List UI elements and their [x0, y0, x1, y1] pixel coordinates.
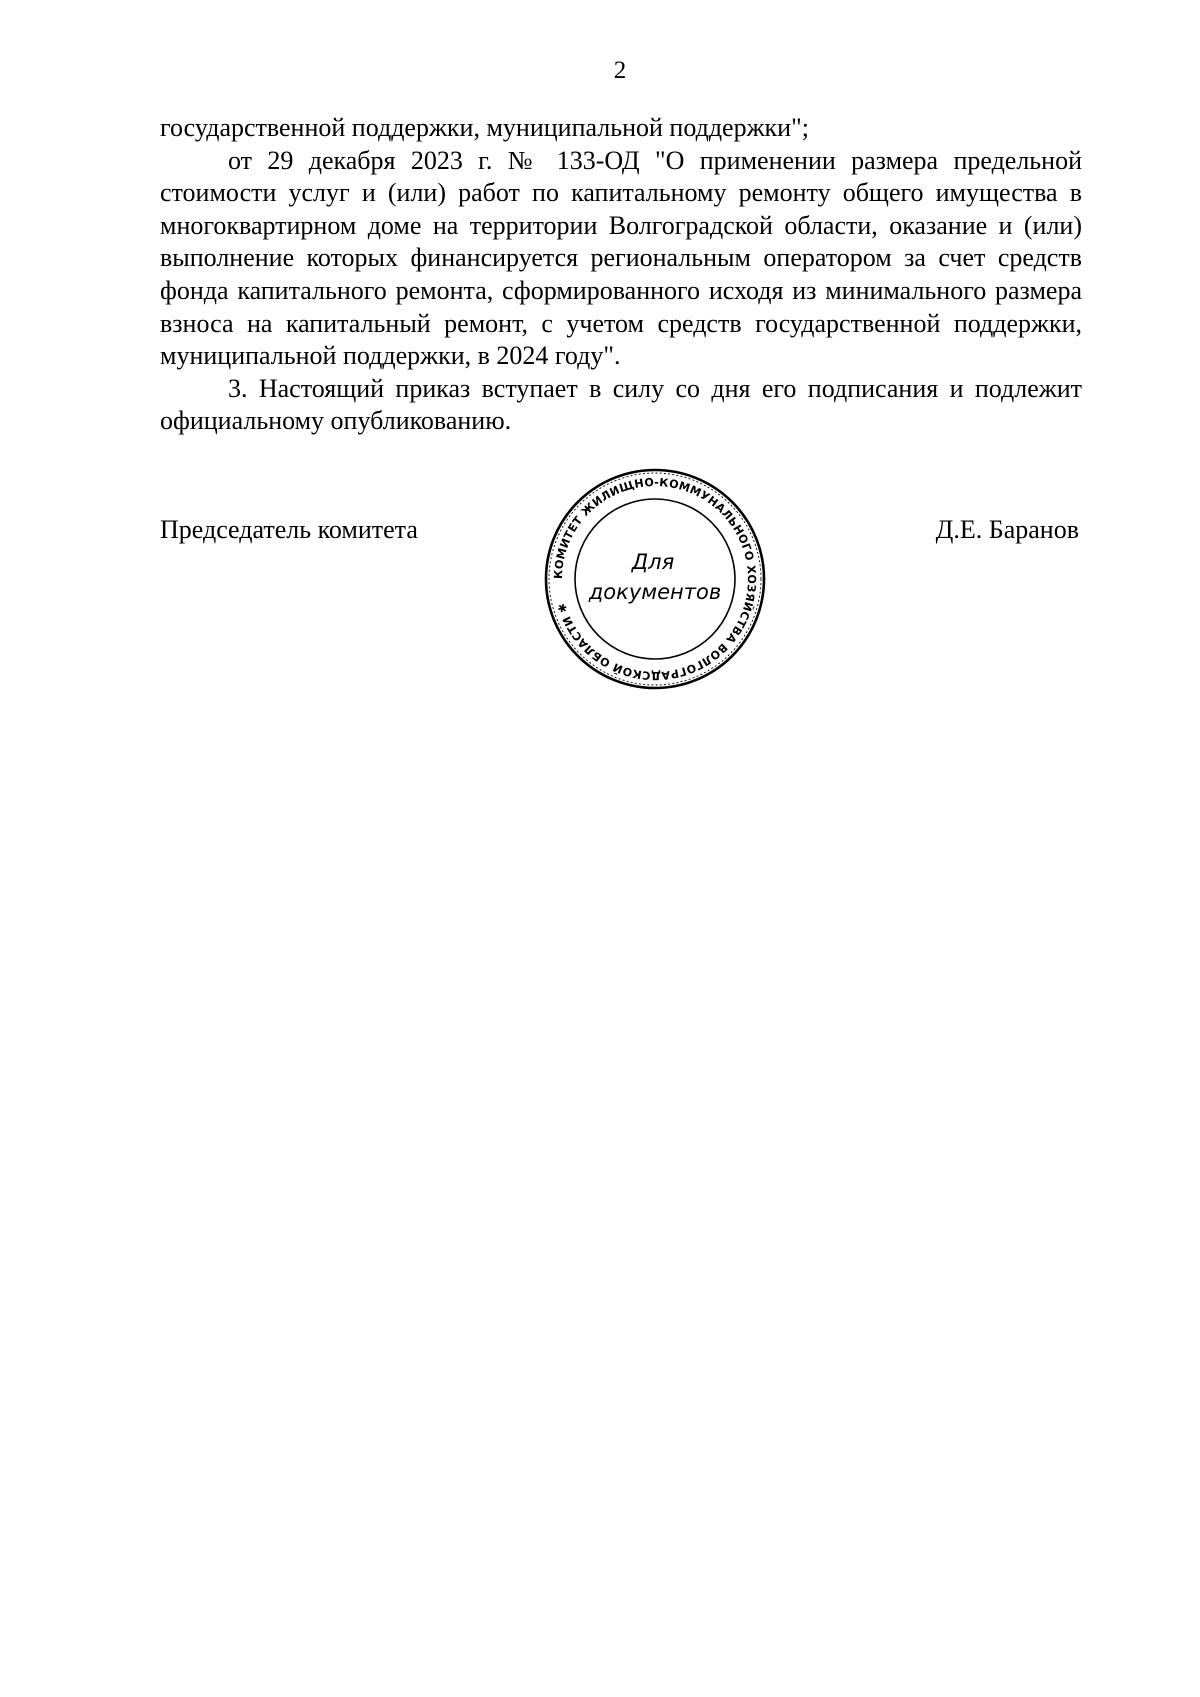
stamp-serrated-ring [549, 473, 761, 685]
stamp-center-line-1: Для [631, 550, 675, 574]
stamp-outer-circle [546, 470, 764, 688]
stamp-ring-textpath: КОМИТЕТ ЖИЛИЩНО-КОММУНАЛЬНОГО ХОЗЯЙСТВА ВОЛГОГРАДСКОЙ ОБЛАСТИ ✱ [551, 475, 759, 683]
stamp-inner-circle [575, 499, 735, 659]
official-stamp [543, 467, 767, 691]
stamp-ring-text [552, 476, 758, 682]
document-body [160, 112, 1082, 438]
paragraph-effective-clause: 3. Настоящий приказ вступает в силу со дня его подписания и подлежит официальному опубликованию. [160, 373, 1082, 436]
stamp-center-line-2: документов [588, 580, 722, 604]
signature-name: Д.Е. Баранов [935, 515, 1079, 544]
paragraph-order-reference: от 29 декабря 2023 г. № 133-ОД "О применении размера предельной стоимости услуг и (или) работ по капитальному ремонту общего имущества в многоквартирном доме на территории Волгоградской области, оказание и (или) выполнение которых финансируется региональным оператором за счет средств фонда капитального ремонта, сформированного исходя из минимального размера взноса на капитальный ремонт, с учетом средств государственной поддержки, муниципальной поддержки, в 2024 году". [160, 145, 1082, 371]
stamp-seal-graphic [543, 467, 767, 691]
page-number: 2 [613, 57, 627, 84]
paragraph-continuation: государственной поддержки, муниципальной поддержки"; [160, 113, 809, 142]
signature-role: Председатель комитета [160, 515, 418, 544]
